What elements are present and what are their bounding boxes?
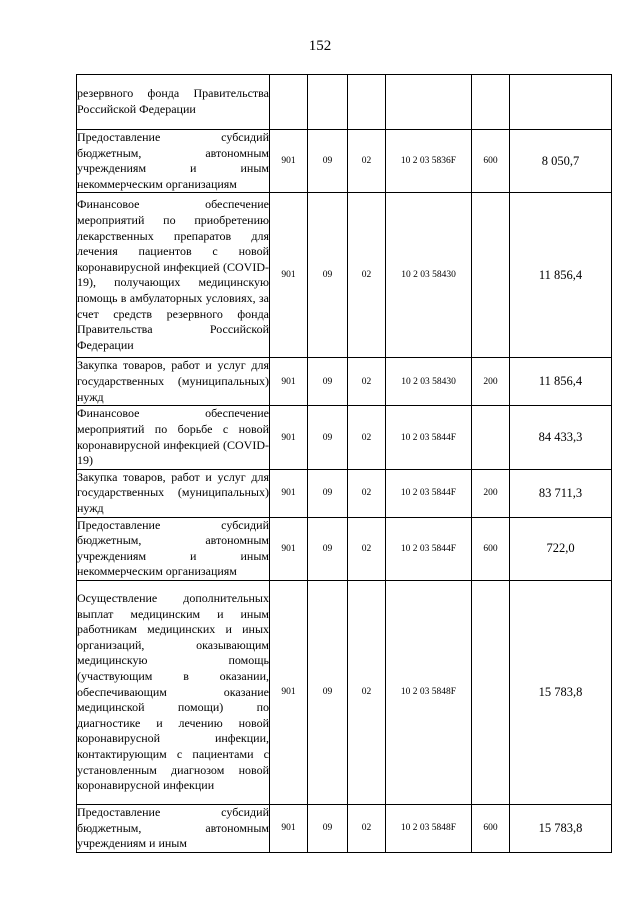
expense-type-cell	[472, 580, 510, 804]
target-article-cell: 10 2 03 5844F	[386, 469, 472, 517]
expense-type-cell	[472, 193, 510, 358]
table-row	[77, 193, 612, 358]
amount-cell	[510, 75, 612, 130]
row-name-cell	[77, 580, 270, 804]
page-number: 152	[308, 38, 332, 54]
section-code-cell: 09	[308, 406, 348, 469]
row-name-cell	[77, 75, 270, 130]
target-article-cell: 10 2 03 5836F	[386, 130, 472, 193]
subsection-code-cell: 02	[348, 193, 386, 358]
subsection-code-cell: 02	[348, 804, 386, 852]
table-row	[77, 517, 612, 580]
section-code-cell: 09	[308, 193, 348, 358]
table-row	[77, 75, 612, 130]
section-code-cell: 09	[308, 469, 348, 517]
row-name: Закупка товаров, работ и услуг для государственных (муниципальных) нужд	[77, 358, 269, 404]
row-name-cell	[77, 469, 270, 517]
target-article-cell: 10 2 03 5848F	[386, 580, 472, 804]
ministry-code-cell: 901	[270, 406, 308, 469]
row-name: Закупка товаров, работ и услуг для государственных (муниципальных) нужд	[77, 469, 269, 515]
section-code-cell: 09	[308, 358, 348, 406]
row-name-cell	[77, 517, 270, 580]
target-article-cell: 10 2 03 5848F	[386, 804, 472, 852]
section-code-cell: 09	[308, 580, 348, 804]
ministry-code-cell: 901	[270, 580, 308, 804]
section-code-cell: 09	[308, 130, 348, 193]
table-row	[77, 358, 612, 406]
amount-cell: 84 433,3	[510, 406, 612, 469]
row-name-cell	[77, 193, 270, 358]
row-name-cell	[77, 406, 270, 469]
table-row	[77, 580, 612, 804]
row-name: Предоставление субсидий бюджетным, автономным учреждениям и иным некоммерческим организациям	[77, 517, 269, 579]
ministry-code-cell: 901	[270, 517, 308, 580]
subsection-code-cell: 02	[348, 469, 386, 517]
ministry-code-cell: 901	[270, 358, 308, 406]
ministry-code-cell: 901	[270, 804, 308, 852]
subsection-code-cell: 02	[348, 406, 386, 469]
table-row	[77, 130, 612, 193]
table-row	[77, 469, 612, 517]
row-name: резервного фонда Правительства Российской Федерации	[77, 86, 269, 116]
subsection-code-cell	[348, 75, 386, 130]
row-name-cell	[77, 130, 270, 193]
expense-type-cell	[472, 75, 510, 130]
table-row	[77, 406, 612, 469]
expense-type-cell: 200	[472, 469, 510, 517]
ministry-code-cell: 901	[270, 469, 308, 517]
subsection-code-cell: 02	[348, 130, 386, 193]
subsection-code-cell: 02	[348, 517, 386, 580]
subsection-code-cell: 02	[348, 580, 386, 804]
row-name-cell	[77, 804, 270, 852]
row-name: Предоставление субсидий бюджетным, автономным учреждениям и иным некоммерческим организациям	[77, 130, 269, 191]
budget-table	[76, 74, 612, 853]
row-name: Финансовое обеспечение мероприятий по борьбе с новой коронавирусной инфекцией (COVID-19)	[77, 406, 269, 468]
amount-cell: 15 783,8	[510, 804, 612, 852]
amount-cell: 722,0	[510, 517, 612, 580]
amount-cell: 8 050,7	[510, 130, 612, 193]
ministry-code-cell: 901	[270, 130, 308, 193]
row-name-cell	[77, 358, 270, 406]
subsection-code-cell: 02	[348, 358, 386, 406]
amount-cell: 11 856,4	[510, 193, 612, 358]
target-article-cell: 10 2 03 58430	[386, 193, 472, 358]
row-name: Предоставление субсидий бюджетным, автономным учреждениям и иным	[77, 804, 269, 851]
target-article-cell: 10 2 03 5844F	[386, 406, 472, 469]
expense-type-cell: 200	[472, 358, 510, 406]
ministry-code-cell	[270, 75, 308, 130]
table-row	[77, 804, 612, 852]
ministry-code-cell: 901	[270, 193, 308, 358]
expense-type-cell	[472, 406, 510, 469]
target-article-cell: 10 2 03 58430	[386, 358, 472, 406]
expense-type-cell: 600	[472, 804, 510, 852]
row-name: Финансовое обеспечение мероприятий по приобретению лекарственных препаратов для лечения пациентов с новой коронавирусной инфекцией (COVID-19), получающих медицинскую помощь в амбулаторных условиях, за счет средств резервного фонда Правительства Российской Федерации	[77, 197, 269, 352]
expense-type-cell: 600	[472, 517, 510, 580]
section-code-cell: 09	[308, 804, 348, 852]
row-name: Осуществление дополнительных выплат медицинским и иным работникам медицинских и иных организаций, оказывающим медицинскую помощь (участвующим в оказании, обеспечивающим оказание медицинской помощи) по диагностике и лечению новой коронавирусной инфекции, контактирующим с пациентами с установленным диагнозом новой коронавирусной инфекции	[77, 591, 269, 793]
amount-cell: 83 711,3	[510, 469, 612, 517]
amount-cell: 11 856,4	[510, 358, 612, 406]
target-article-cell	[386, 75, 472, 130]
section-code-cell: 09	[308, 517, 348, 580]
section-code-cell	[308, 75, 348, 130]
amount-cell: 15 783,8	[510, 580, 612, 804]
expense-type-cell: 600	[472, 130, 510, 193]
target-article-cell: 10 2 03 5844F	[386, 517, 472, 580]
